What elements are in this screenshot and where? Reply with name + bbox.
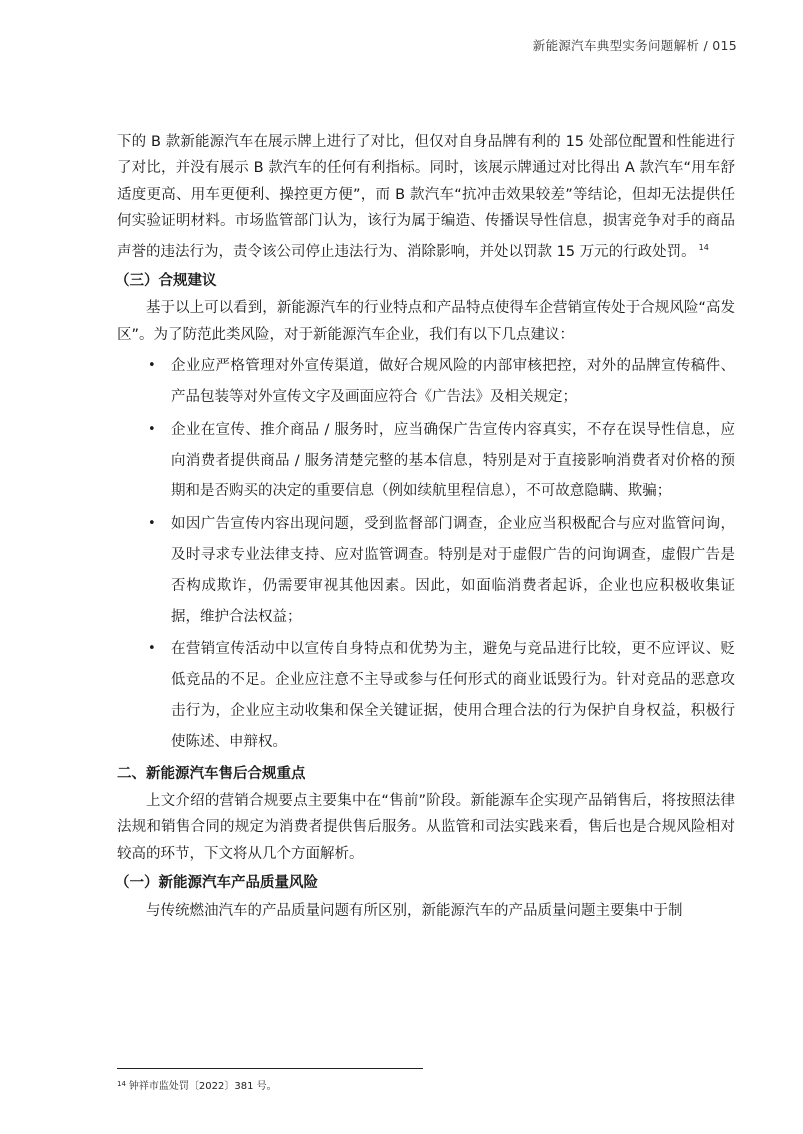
footnote [117, 1077, 277, 1092]
paragraph-after-sales-intro: 上文介绍的营销合规要点主要集中在“售前”阶段。新能源车企实现产品销售后，将按照法律法规和销售合同的规定为消费者提供售后服务。从监管和司法实践来看，售后也是合规风险相对较高的环节，下文将从几个方面解析。 [117, 793, 735, 862]
section-heading-product-quality: （一）新能源汽车产品质量风险 [115, 875, 318, 892]
paragraph-text: 下的 B 款新能源汽车在展示牌上进行了对比，但仅对自身品牌有利的 15 处部位配置和性能进行了对比，并没有展示 B 款汽车的任何有利指标。同时，该展示牌通过对比得出 A 款汽车“用车舒适度更高、用车更便利、操控更方便”，而 B 款汽车“抗冲击效果较差”等结论，但却无法提供任何实验证明材料。市场监管部门认为，该行为属于编造、传播误导性信息，损害竞争对手的商品声誉的违法行为，责令该公司停止违法行为、消除影响，并处以罚款 15 万元的行政处罚。 [117, 134, 735, 260]
footnote-divider [117, 1068, 423, 1069]
list-item-text: 企业在宣传、推介商品 / 服务时，应当确保广告宣传内容真实，不存在误导性信息，应向消费者提供商品 / 服务清楚完整的基本信息，特别是对于直接影响消费者对价格的预期和是否购买的决定的重要信息（例如续航里程信息），不可故意隐瞒、欺骗； [171, 421, 735, 500]
bullet-icon: • [148, 421, 156, 437]
list-item [117, 509, 735, 632]
running-header: 新能源汽车典型实务问题解析 / 015 [532, 38, 737, 53]
footnote-text: 钟祥市监处罚〔2022〕381 号。 [128, 1081, 277, 1092]
footnote-reference[interactable]: 14 [698, 242, 709, 252]
advice-list [117, 351, 735, 757]
list-item [117, 351, 735, 413]
footnote-number: 14 [117, 1080, 126, 1088]
section-heading-compliance-advice: （三）合规建议 [115, 273, 217, 290]
list-item-text: 在营销宣传活动中以宣传自身特点和优势为主，避免与竞品进行比较，更不应评议、贬低竞品的不足。企业应注意不主导或参与任何形式的商业诋毁行为。针对竞品的恶意攻击行为，企业应主动收集和保全关键证据，使用合理合法的行为保护自身权益，积极行使陈述、申辩权。 [171, 641, 735, 750]
paragraph-case-description [117, 129, 735, 265]
list-item [117, 634, 735, 757]
list-item [117, 415, 735, 507]
section-heading-after-sales: 二、新能源汽车售后合规重点 [117, 765, 306, 782]
paragraph-advice-intro: 基于以上可以看到，新能源汽车的行业特点和产品特点使得车企营销宣传处于合规风险“高发区”。为了防范此类风险，对于新能源汽车企业，我们有以下几点建议： [117, 300, 735, 343]
list-item-text: 如因广告宣传内容出现问题，受到监督部门调查，企业应当积极配合与应对监管问询，及时寻求专业法律支持、应对监管调查。特别是对于虚假广告的问询调查，虚假广告是否构成欺诈，仍需要审视其他因素。因此，如面临消费者起诉，企业也应积极收集证据，维护合法权益； [171, 516, 735, 625]
list-item-text: 企业应严格管理对外宣传渠道，做好合规风险的内部审核把控，对外的品牌宣传稿件、产品包装等对外宣传文字及画面应符合《广告法》及相关规定； [171, 358, 735, 406]
bullet-icon: • [148, 358, 156, 374]
page-body [117, 129, 735, 924]
paragraph-product-quality: 与传统燃油汽车的产品质量问题有所区别，新能源汽车的产品质量问题主要集中于制 [146, 902, 683, 919]
bullet-icon: • [148, 641, 156, 657]
bullet-icon: • [148, 516, 156, 532]
